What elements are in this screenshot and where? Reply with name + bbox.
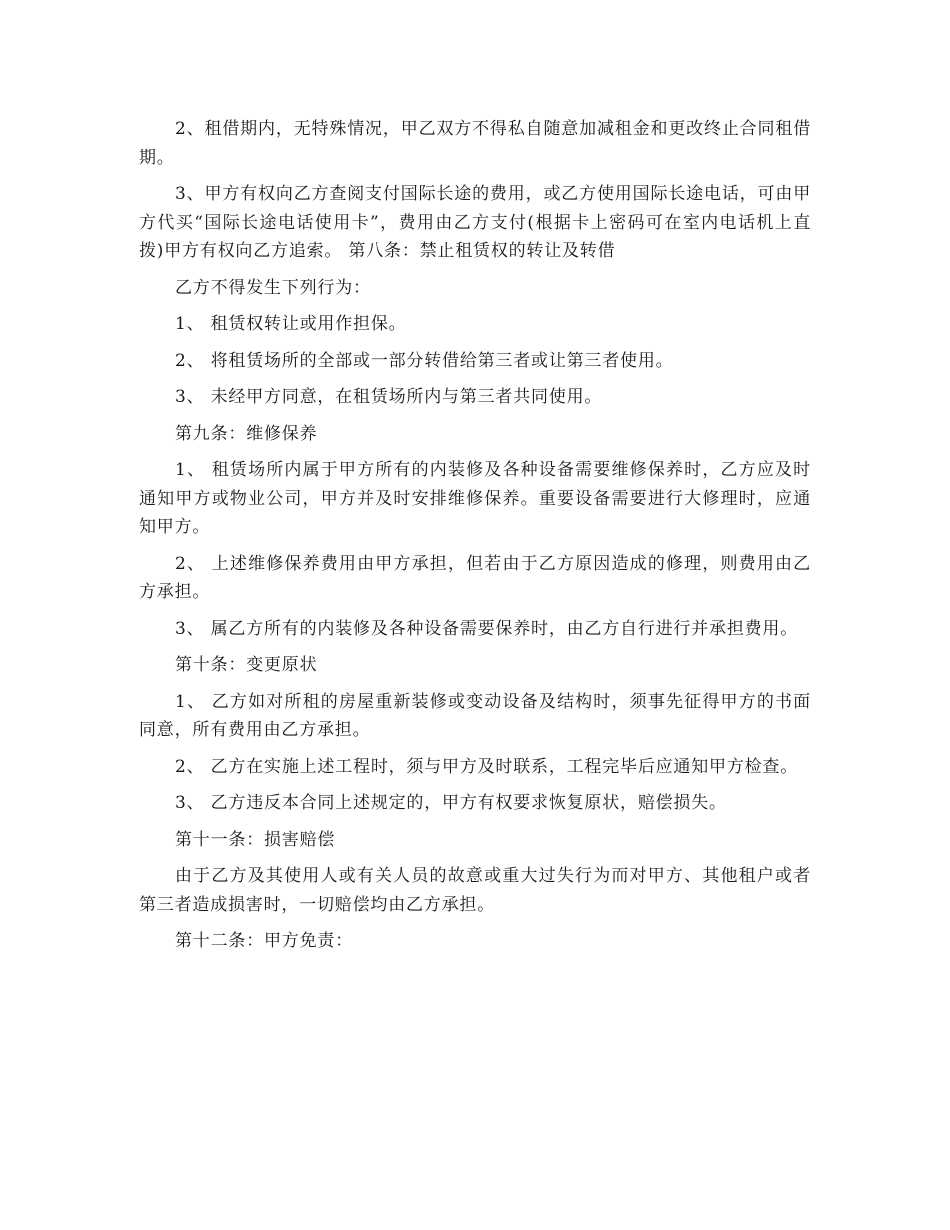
section-heading-alteration: 第十条：变更原状 <box>175 655 318 675</box>
section-heading-damages: 第十一条：损害赔偿 <box>175 829 336 850</box>
list-item: 1、 乙方如对所租的房屋重新装修或变动设备及结构时，须事先征得甲方的书面同意，所有费用由乙方承担。 <box>139 691 811 740</box>
paragraph-prohibited-actions-intro: 乙方不得发生下列行为： <box>175 277 371 298</box>
section-heading-exemption: 第十二条：甲方免责： <box>175 931 353 951</box>
list-item: 3、 属乙方所有的内装修及各种设备需要保养时，由乙方自行进行并承担费用。 <box>175 618 799 639</box>
paragraph-rent-period: 2、租借期内，无特殊情况，甲乙双方不得私自随意加减租金和更改终止合同租借期。 <box>139 119 811 168</box>
paragraph-international-calls: 3、甲方有权向乙方查阅支付国际长途的费用，或乙方使用国际长途电话，可由甲方代买“国际长途电话使用卡”，费用由乙方支付(根据卡上密码可在室内电话机上直拨)甲方有权向乙方追索。 第八条：禁止租赁权的转让及转借 <box>139 184 811 261</box>
list-item: 1、 租赁权转让或用作担保。 <box>175 314 407 334</box>
list-item: 1、 租赁场所内属于甲方所有的内装修及各种设备需要维修保养时，乙方应及时通知甲方或物业公司，甲方并及时安排维修保养。重要设备需要进行大修理时，应通知甲方。 <box>139 460 811 537</box>
section-heading-maintenance: 第九条：维修保养 <box>175 423 318 444</box>
list-item: 3、 乙方违反本合同上述规定的，甲方有权要求恢复原状，赔偿损失。 <box>175 793 727 813</box>
list-item: 2、 上述维修保养费用由甲方承担，但若由于乙方原因造成的修理，则费用由乙方承担。 <box>139 553 811 602</box>
list-item: 2、 乙方在实施上述工程时，须与甲方及时联系，工程完毕后应通知甲方检查。 <box>175 756 799 777</box>
list-item: 3、 未经甲方同意，在租赁场所内与第三者共同使用。 <box>175 387 603 407</box>
list-item: 2、 将租赁场所的全部或一部分转借给第三者或让第三者使用。 <box>175 350 674 371</box>
paragraph-damages: 由于乙方及其使用人或有关人员的故意或重大过失行为而对甲方、其他租户或者第三者造成损害时，一切赔偿均由乙方承担。 <box>139 866 811 915</box>
document-page <box>139 115 811 964</box>
